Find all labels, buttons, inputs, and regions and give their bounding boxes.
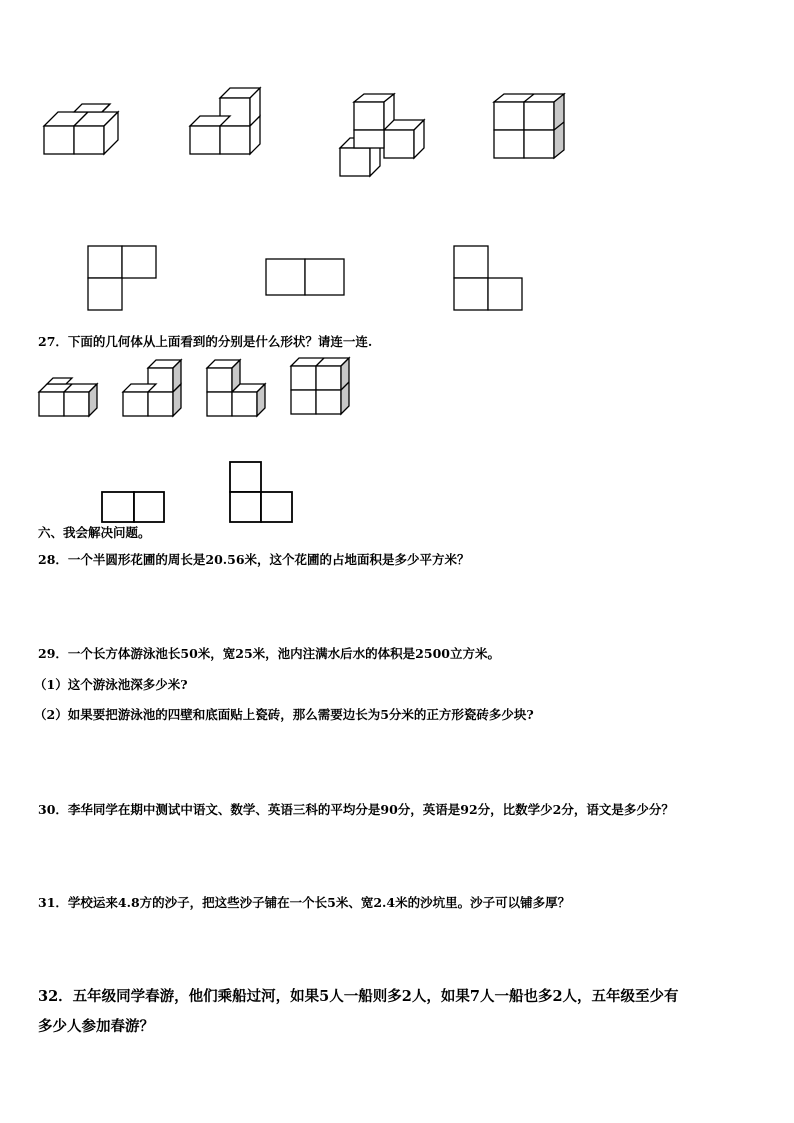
solid-figure-4: [490, 90, 570, 162]
solid-figure-1: [40, 96, 130, 158]
q27-solid-4: [288, 354, 354, 420]
question-29-part-1: （1）这个游泳池深多少米?: [34, 677, 188, 692]
solid-figure-2: [186, 80, 266, 158]
question-29-part-2: （2）如果要把游泳池的四壁和底面贴上瓷砖，那么需要边长为5分米的正方形瓷砖多少块?: [34, 707, 534, 722]
q27-solid-2: [120, 356, 186, 420]
question-32-line-1: 32．五年级同学春游，他们乘船过河，如果5人一船则多2人，如果7人一船也多2人，五年级至少有: [38, 988, 679, 1005]
section-6-heading: 六、我会解决问题。: [38, 525, 151, 540]
q27-top-view-1: [100, 490, 168, 526]
top-view-shape-3: [452, 244, 526, 314]
top-view-shape-1: [86, 244, 160, 314]
question-27-prompt: 27．下面的几何体从上面看到的分别是什么形状？请连一连.: [38, 334, 373, 349]
q27-solid-3: [204, 356, 270, 420]
question-29: 29．一个长方体游泳池长50米，宽25米，池内注满水后水的体积是2500立方米。: [38, 646, 500, 661]
top-view-shape-2: [264, 257, 348, 299]
solid-figure-3: [336, 90, 431, 180]
q27-top-view-2: [228, 460, 296, 526]
question-28: 28．一个半圆形花圃的周长是20.56米，这个花圃的占地面积是多少平方米？: [38, 552, 470, 567]
question-31: 31．学校运来4.8方的沙子，把这些沙子铺在一个长5米、宽2.4米的沙坑里。沙子可以铺多厚？: [38, 895, 571, 910]
q27-solid-1: [36, 370, 102, 420]
question-30: 30．李华同学在期中测试中语文、数学、英语三科的平均分是90分，英语是92分，比数学少2分，语文是多少分？: [38, 802, 674, 817]
question-32-line-2: 多少人参加春游？: [38, 1018, 154, 1035]
